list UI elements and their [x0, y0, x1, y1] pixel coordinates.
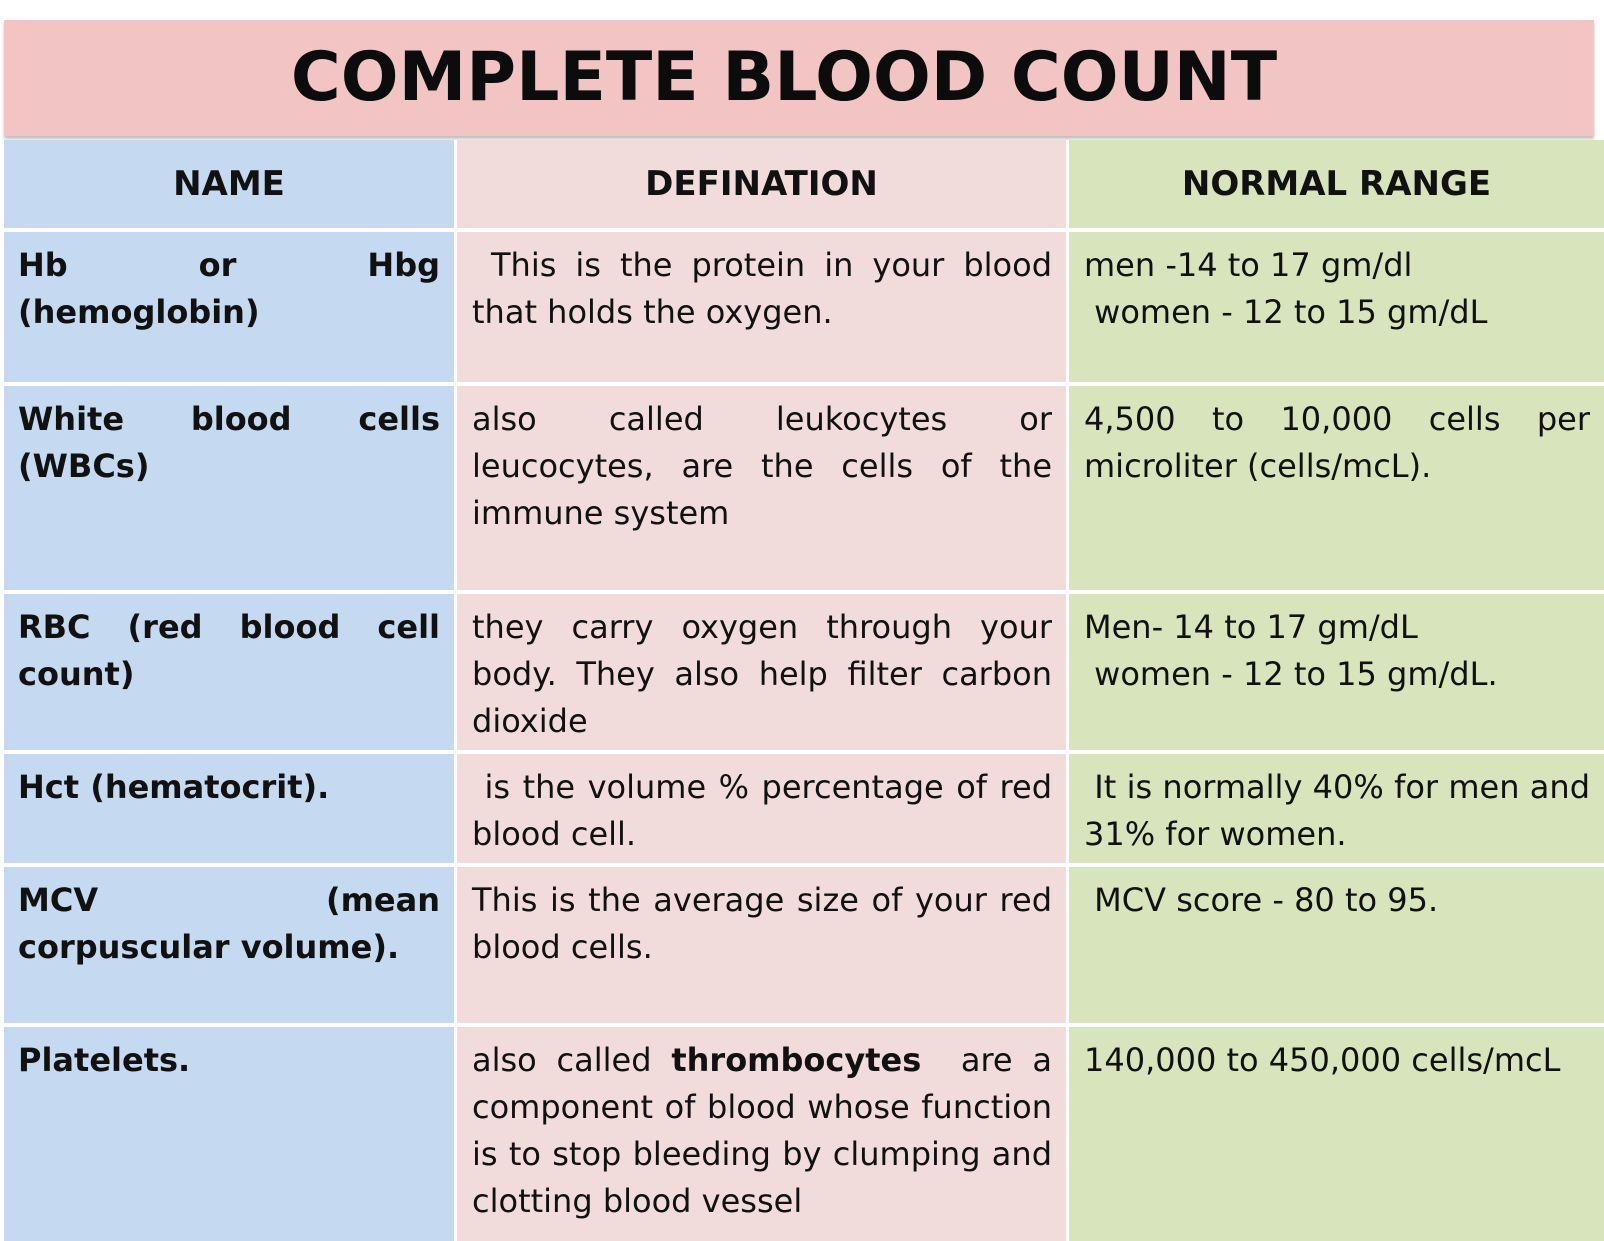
table-row-name: Hb or Hbg (hemoglobin) — [4, 232, 454, 382]
table-row-definition: they carry oxygen through your body. They also help filter carbon dioxide — [457, 594, 1066, 750]
table-row-range — [1069, 232, 1604, 382]
table-row-name: White blood cells (WBCs) — [4, 386, 454, 590]
cbc-table — [4, 140, 1601, 1220]
page-title: COMPLETE BLOOD COUNT — [290, 37, 1278, 117]
table-row-definition — [457, 1027, 1066, 1241]
header-name: NAME — [4, 140, 454, 228]
table-row-definition: also called leukocytes or leucocytes, are the cells of the immune system — [457, 386, 1066, 590]
table-row-range — [1069, 594, 1604, 750]
table-row-range: MCV score - 80 to 95. — [1069, 867, 1604, 1023]
range-line: women - 12 to 15 gm/dL — [1084, 293, 1488, 331]
range-line: women - 12 to 15 gm/dL. — [1084, 655, 1498, 693]
table-row-range: It is normally 40% for men and 31% for women. — [1069, 754, 1604, 863]
title-banner — [4, 20, 1594, 136]
header-definition: DEFINATION — [457, 140, 1066, 228]
range-line: men -14 to 17 gm/dl — [1084, 246, 1413, 284]
table-row-definition: This is the protein in your blood that holds the oxygen. — [457, 232, 1066, 382]
range-line: Men- 14 to 17 gm/dL — [1084, 608, 1418, 646]
table-row-definition: is the volume % percentage of red blood cell. — [457, 754, 1066, 863]
table-row-range: 140,000 to 450,000 cells/mcL — [1069, 1027, 1604, 1241]
definition-text: are a component of blood whose function is to stop bleeding by clumping and clotting blood vessel — [472, 1041, 1063, 1220]
table-row-definition: This is the average size of your red blood cells. — [457, 867, 1066, 1023]
header-normal-range: NORMAL RANGE — [1069, 140, 1604, 228]
table-row-name: Platelets. — [4, 1027, 454, 1241]
table-row-name: Hct (hematocrit). — [4, 754, 454, 863]
table-row-name: RBC (red blood cell count) — [4, 594, 454, 750]
table-row-name: MCV (mean corpuscular volume). — [4, 867, 454, 1023]
definition-bold-term: thrombocytes — [671, 1041, 922, 1079]
table-row-range: 4,500 to 10,000 cells per microliter (cells/mcL). — [1069, 386, 1604, 590]
definition-text: also called — [472, 1041, 672, 1079]
